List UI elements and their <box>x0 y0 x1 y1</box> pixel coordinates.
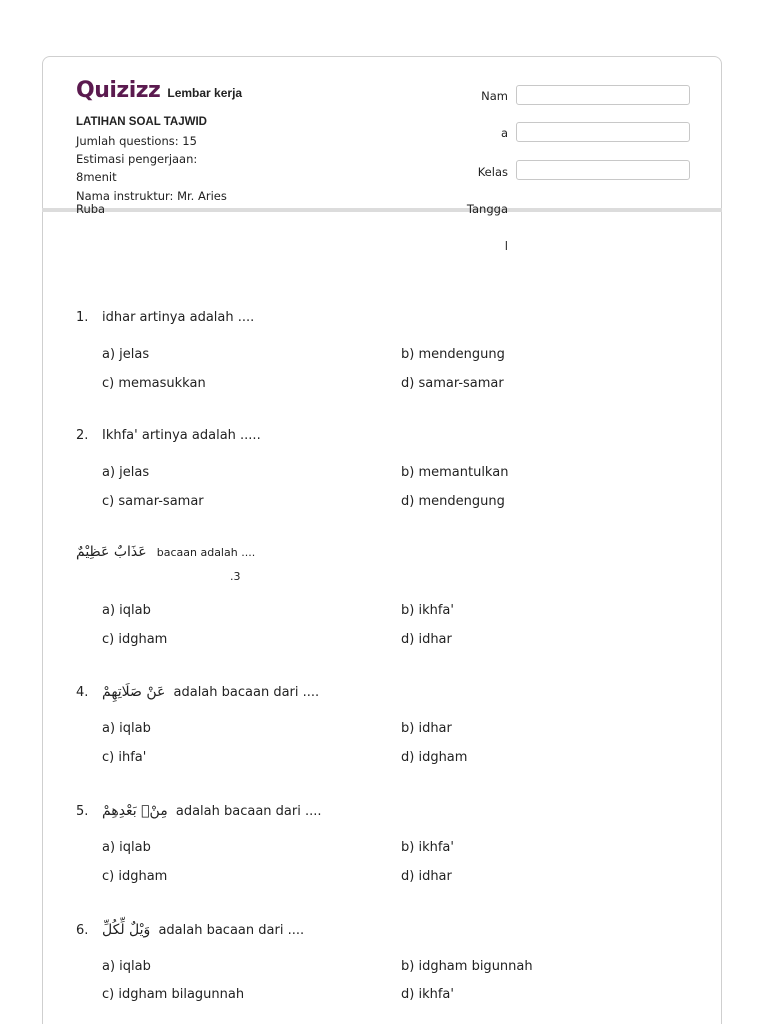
nama-input-1[interactable] <box>516 85 690 105</box>
question-text: bacaan adalah .... <box>156 546 256 559</box>
arabic-text: وَيْلٌ لِّكُلِّ <box>102 922 151 938</box>
q5-option-c[interactable]: c) idgham <box>102 869 168 884</box>
q1-option-d[interactable]: d) samar-samar <box>401 376 504 391</box>
q1-option-c[interactable]: c) memasukkan <box>102 376 206 391</box>
question-text: adalah bacaan dari .... <box>173 685 320 700</box>
question-5 <box>76 803 322 819</box>
q4-option-a[interactable]: a) iqlab <box>102 721 151 736</box>
q5-option-d[interactable]: d) idhar <box>401 869 452 884</box>
q3-option-c[interactable]: c) idgham <box>102 632 168 647</box>
questions-count: Jumlah questions: 15 <box>76 134 197 148</box>
question-number: 4. <box>76 685 89 700</box>
estimate-label: Estimasi pengerjaan: <box>76 152 198 166</box>
question-3 <box>76 544 255 560</box>
q3-option-b[interactable]: b) ikhfa' <box>401 603 454 618</box>
q1-option-b[interactable]: b) mendengung <box>401 347 505 362</box>
question-text: adalah bacaan dari .... <box>175 804 322 819</box>
instructor-line1: Nama instruktur: Mr. Aries <box>76 189 227 203</box>
q2-option-b[interactable]: b) memantulkan <box>401 465 509 480</box>
question-6 <box>76 922 304 938</box>
q2-option-a[interactable]: a) jelas <box>102 465 150 480</box>
q6-option-b[interactable]: b) idgham bigunnah <box>401 959 533 974</box>
question-number: 2. <box>76 428 89 443</box>
quizizz-logo <box>76 78 242 103</box>
kelas-input[interactable] <box>516 160 690 180</box>
arabic-text: مِنْۢ بَعْدِهِمْ <box>102 803 168 819</box>
q1-option-a[interactable]: a) jelas <box>102 347 150 362</box>
field-label-nama-2: a <box>500 126 508 140</box>
question-number: 5. <box>76 804 89 819</box>
q5-option-b[interactable]: b) ikhfa' <box>401 840 454 855</box>
question-4 <box>76 684 319 700</box>
q5-option-a[interactable]: a) iqlab <box>102 840 151 855</box>
q2-option-c[interactable]: c) samar-samar <box>102 494 204 509</box>
q4-option-d[interactable]: d) idgham <box>401 750 468 765</box>
logo-subtitle: Lembar kerja <box>167 86 243 100</box>
q3-option-a[interactable]: a) iqlab <box>102 603 151 618</box>
question-1 <box>76 310 254 325</box>
arabic-text: عَذَابٌ عَظِيْمٌ <box>76 544 147 560</box>
q3-option-d[interactable]: d) idhar <box>401 632 452 647</box>
estimate-value: 8menit <box>76 170 117 184</box>
question-text: Ikhfa' artinya adalah ..... <box>102 428 261 443</box>
field-label-nama: Nam <box>481 89 508 103</box>
worksheet-title: LATIHAN SOAL TAJWID <box>76 116 207 128</box>
q6-option-d[interactable]: d) ikhfa' <box>401 987 454 1002</box>
field-label-kelas: Kelas <box>477 165 508 179</box>
question-text: adalah bacaan dari .... <box>158 923 305 938</box>
logo-wordmark: Quizizz <box>76 78 161 103</box>
question-2 <box>76 428 261 443</box>
instructor-line2: Ruba <box>76 202 106 216</box>
q4-option-b[interactable]: b) idhar <box>401 721 452 736</box>
question-number: 1. <box>76 310 89 325</box>
question-number: 6. <box>76 923 89 938</box>
question-text: idhar artinya adalah .... <box>102 310 255 325</box>
q4-option-c[interactable]: c) ihfa' <box>102 750 147 765</box>
field-label-tanggal: Tangga <box>466 202 508 216</box>
question-3-number: .3 <box>230 570 241 583</box>
q6-option-a[interactable]: a) iqlab <box>102 959 151 974</box>
q2-option-d[interactable]: d) mendengung <box>401 494 505 509</box>
q6-option-c[interactable]: c) idgham bilagunnah <box>102 987 245 1002</box>
field-label-tanggal-2: l <box>504 239 508 253</box>
arabic-text: عَنْ صَلَاتِهِمْ <box>102 684 166 700</box>
nama-input-2[interactable] <box>516 122 690 142</box>
